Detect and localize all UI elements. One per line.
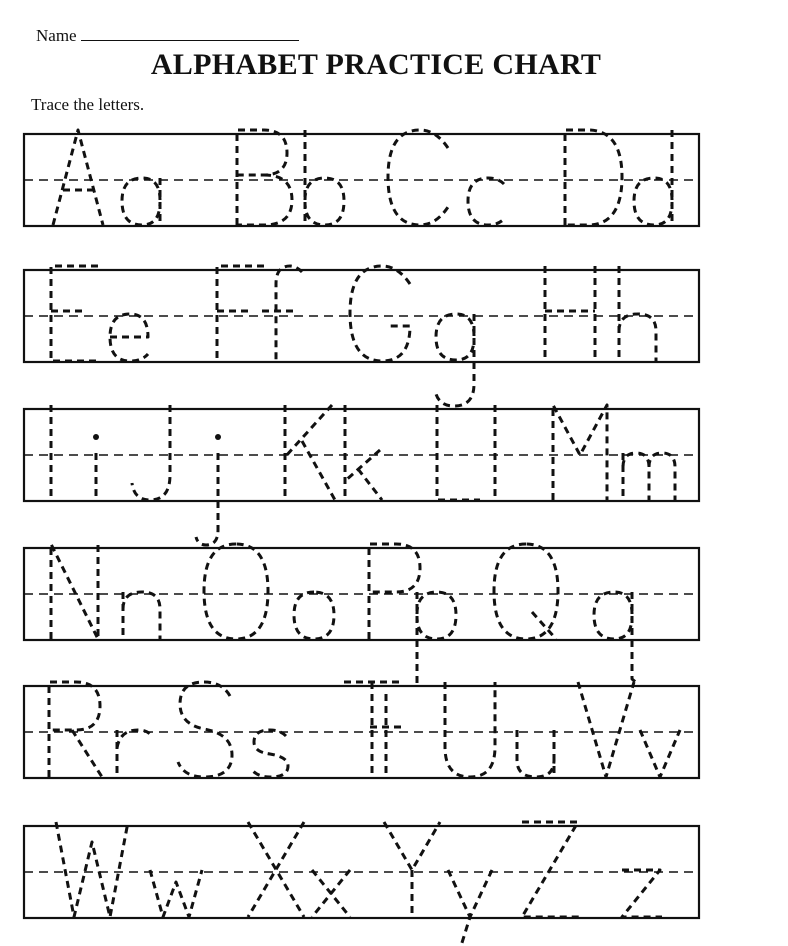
practice-row-4 bbox=[24, 544, 699, 684]
letter-q-lowercase[interactable] bbox=[594, 592, 638, 684]
page-title: ALPHABET PRACTICE CHART bbox=[150, 48, 602, 81]
letter-g-lowercase[interactable] bbox=[436, 314, 474, 406]
practice-row-6 bbox=[24, 822, 699, 946]
letter-t-lowercase[interactable] bbox=[370, 694, 404, 777]
letter-G-capital[interactable] bbox=[350, 266, 410, 361]
letter-n-lowercase[interactable] bbox=[123, 592, 160, 639]
letter-L-capital[interactable] bbox=[437, 405, 480, 500]
letter-E-capital[interactable] bbox=[51, 266, 98, 361]
letter-b-lowercase[interactable] bbox=[305, 130, 344, 225]
letter-e-lowercase[interactable] bbox=[110, 314, 148, 361]
practice-row-3 bbox=[24, 405, 699, 545]
letter-U-capital[interactable] bbox=[445, 682, 495, 777]
letter-T-capital[interactable] bbox=[344, 682, 400, 777]
letter-H-capital[interactable] bbox=[545, 266, 595, 361]
letter-w-lowercase[interactable] bbox=[150, 870, 202, 917]
letter-K-capital[interactable] bbox=[285, 405, 335, 500]
letter-s-lowercase[interactable] bbox=[252, 730, 288, 777]
letter-d-lowercase[interactable] bbox=[634, 130, 672, 225]
name-label: Name bbox=[36, 26, 77, 45]
letter-P-capital[interactable] bbox=[369, 544, 420, 639]
letter-k-lowercase[interactable] bbox=[345, 405, 382, 500]
letter-m-lowercase[interactable] bbox=[623, 453, 675, 500]
letter-z-lowercase[interactable] bbox=[622, 870, 662, 917]
letter-J-capital[interactable] bbox=[132, 405, 170, 500]
letter-O-capital[interactable] bbox=[204, 544, 268, 639]
letter-D-capital[interactable] bbox=[565, 130, 622, 225]
letter-M-capital[interactable] bbox=[553, 405, 607, 500]
letter-W-capital[interactable] bbox=[56, 822, 128, 917]
practice-row-5 bbox=[24, 682, 699, 778]
letter-j-lowercase[interactable] bbox=[196, 434, 221, 545]
practice-row-1 bbox=[24, 130, 699, 226]
letter-a-lowercase[interactable] bbox=[122, 178, 160, 225]
letter-i-lowercase[interactable] bbox=[93, 434, 99, 500]
letter-A-capital[interactable] bbox=[53, 130, 103, 225]
letter-c-lowercase[interactable] bbox=[468, 178, 504, 225]
letter-v-lowercase[interactable] bbox=[640, 730, 680, 777]
letter-u-lowercase[interactable] bbox=[517, 730, 554, 777]
letter-r-lowercase[interactable] bbox=[117, 730, 150, 777]
letter-y-lowercase[interactable] bbox=[448, 870, 492, 946]
letter-Z-capital[interactable] bbox=[522, 822, 580, 917]
practice-row-2 bbox=[24, 266, 699, 406]
letter-F-capital[interactable] bbox=[217, 266, 264, 361]
letter-S-capital[interactable] bbox=[178, 682, 232, 777]
letter-X-capital[interactable] bbox=[248, 822, 304, 917]
letter-N-capital[interactable] bbox=[51, 544, 98, 639]
instructions: Trace the letters. bbox=[31, 95, 145, 114]
letter-R-capital[interactable] bbox=[49, 682, 102, 777]
letter-p-lowercase[interactable] bbox=[417, 592, 456, 684]
letter-Q-capital[interactable] bbox=[494, 544, 558, 639]
letter-o-lowercase[interactable] bbox=[294, 592, 334, 639]
letter-V-capital[interactable] bbox=[578, 682, 634, 777]
letter-x-lowercase[interactable] bbox=[312, 870, 350, 917]
letter-Y-capital[interactable] bbox=[384, 822, 440, 917]
letter-f-lowercase[interactable] bbox=[262, 266, 302, 361]
letter-h-lowercase[interactable] bbox=[619, 266, 656, 361]
letter-C-capital[interactable] bbox=[388, 130, 448, 225]
letter-B-capital[interactable] bbox=[237, 130, 292, 225]
